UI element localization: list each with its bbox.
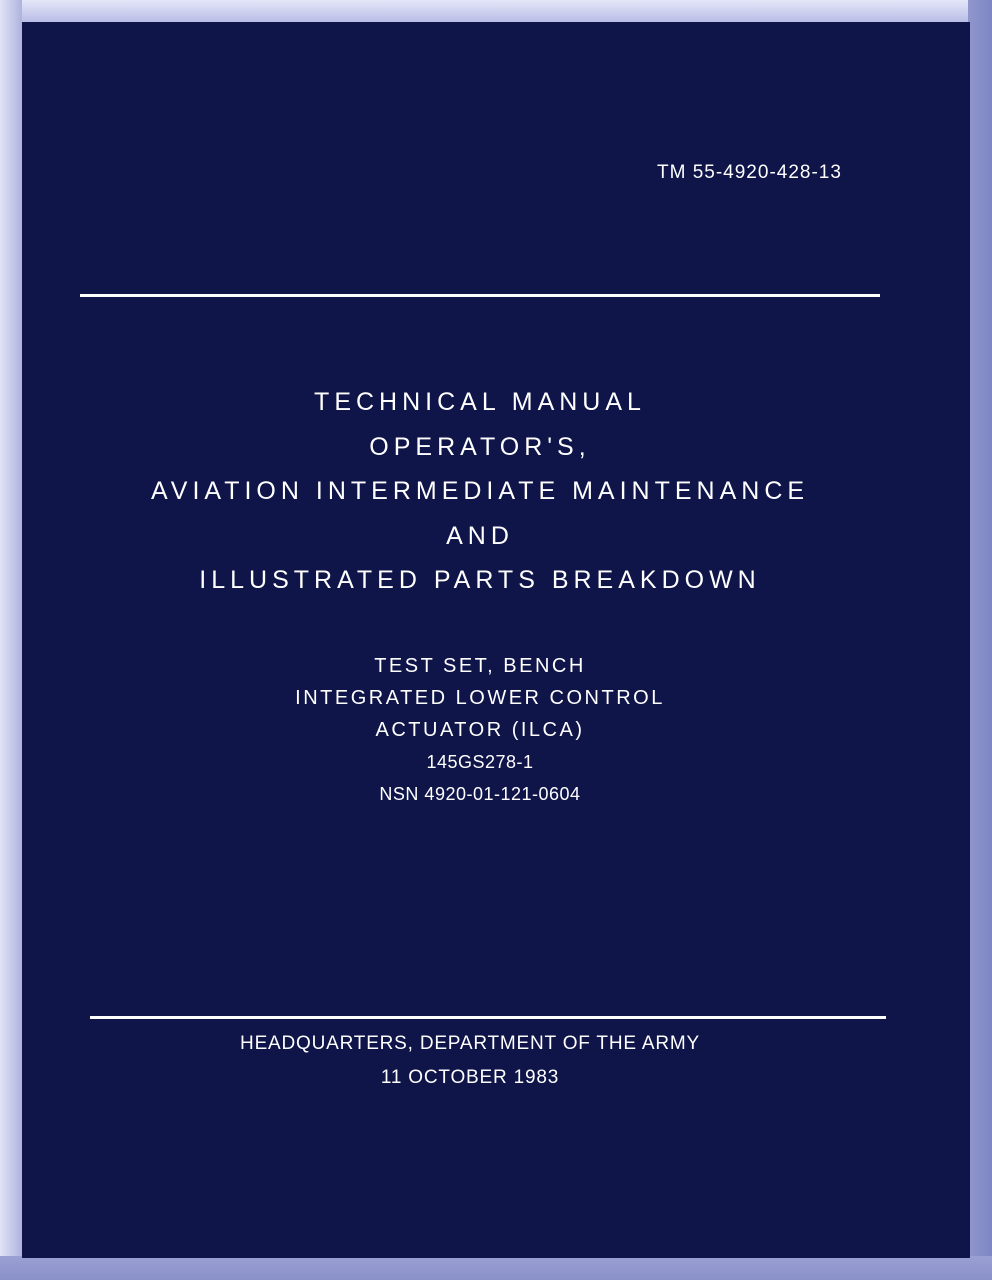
nsn-number: NSN 4920-01-121-0604 [379,784,581,804]
issuer: HEADQUARTERS, DEPARTMENT OF THE ARMY [240,1033,700,1054]
frame-right-border [968,0,992,1280]
title-line: AVIATION INTERMEDIATE MAINTENANCE [150,477,810,505]
title-line: TECHNICAL MANUAL [314,388,646,416]
title-block [22,380,938,603]
frame-left-border [0,0,22,1280]
title-line: OPERATOR'S, [369,432,591,461]
frame-top-border [0,0,992,22]
bottom-divider [90,1016,886,1019]
tm-number: TM 55-4920-428-13 [657,162,842,183]
part-number: 145GS278-1 [426,752,534,772]
subject-line: TEST SET, BENCH [374,655,586,677]
frame-bottom-border [0,1256,992,1280]
title-line: ILLUSTRATED PARTS BREAKDOWN [199,566,761,594]
publication-date: 11 OCTOBER 1983 [380,1067,560,1088]
subject-block [22,650,938,810]
title-line: AND [446,521,514,550]
manual-cover [22,22,970,1258]
subject-line: ACTUATOR (ILCA) [375,719,585,741]
subject-line: INTEGRATED LOWER CONTROL [295,687,665,709]
footer-block [22,1027,918,1095]
top-divider [80,294,880,297]
